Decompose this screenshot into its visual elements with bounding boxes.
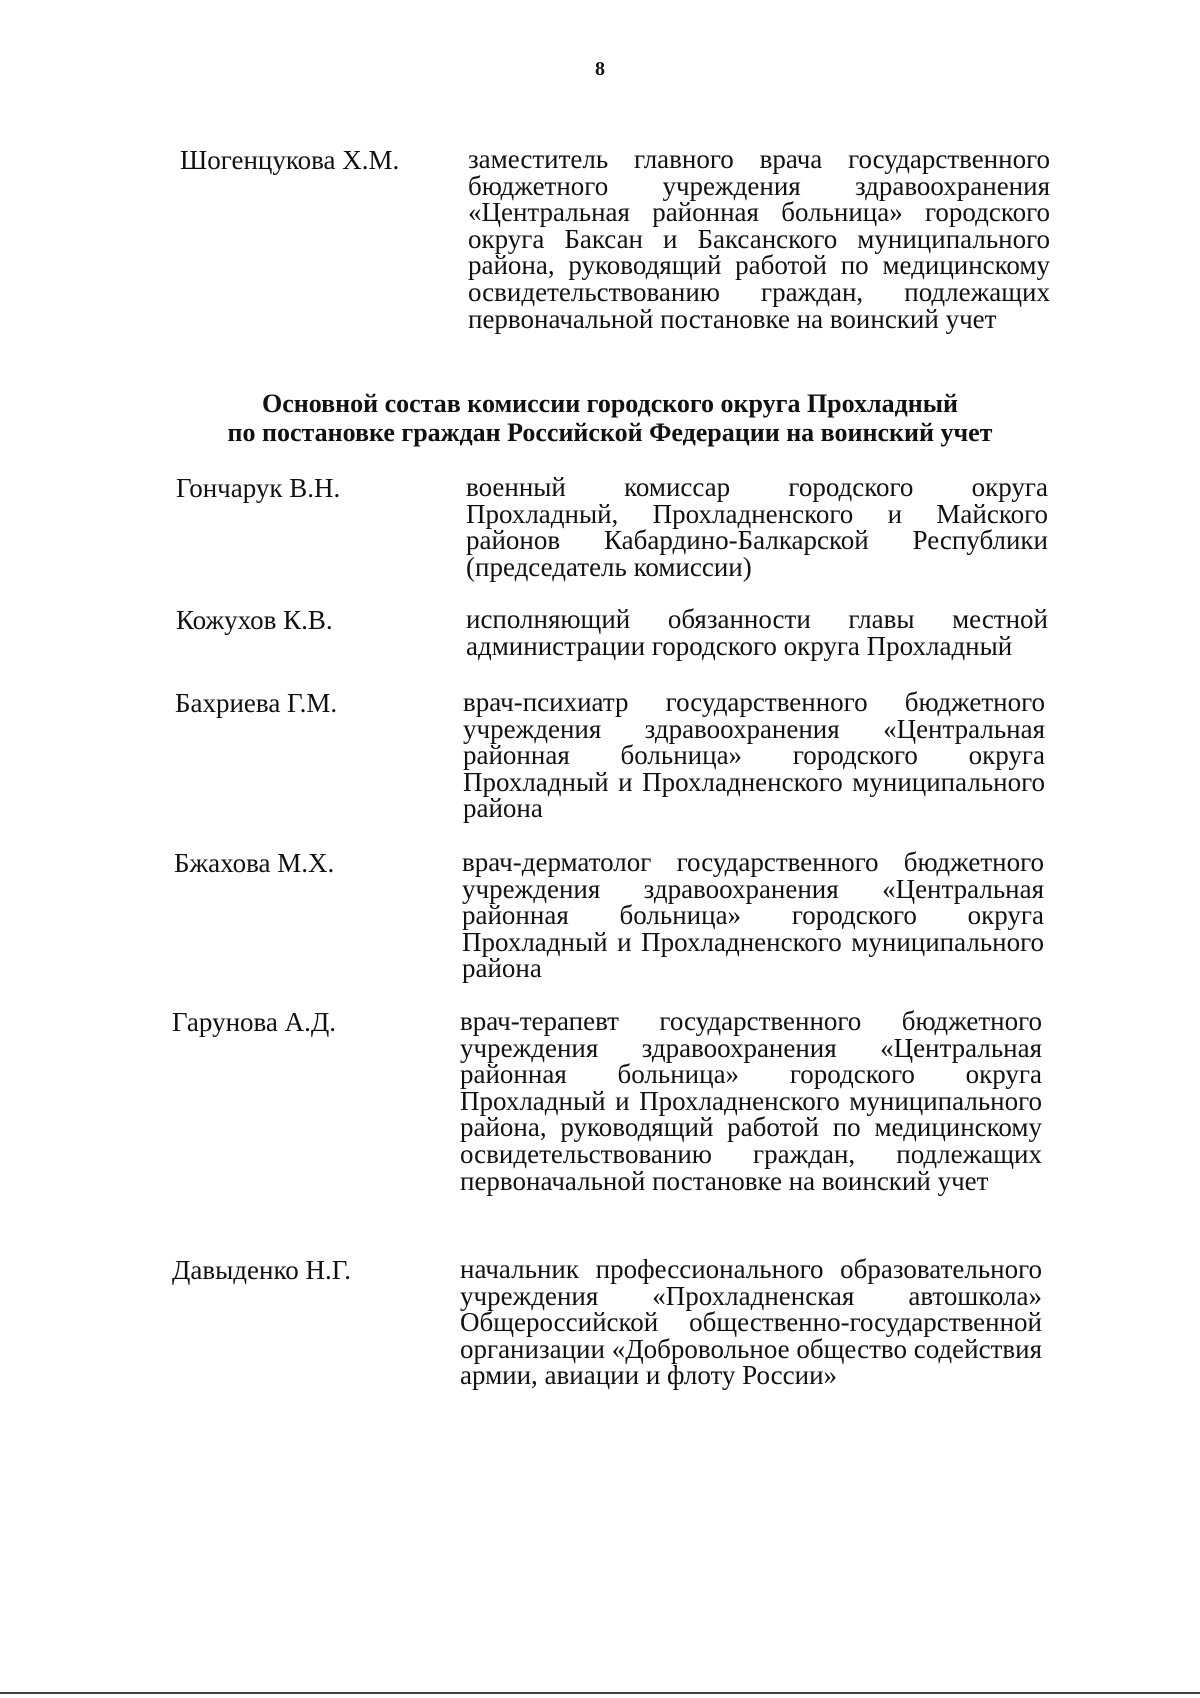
member-name: Бахриева Г.М. [175, 688, 338, 718]
member-entry [180, 146, 1060, 366]
member-entry [176, 474, 1056, 594]
member-name: Шогенцукова Х.М. [180, 145, 400, 175]
member-name: Давыденко Н.Г. [172, 1255, 352, 1285]
page-bottom-edge [0, 1692, 1200, 1694]
member-description: врач-психиатр государственного бюджетного учреждения здравоохранения «Центральная районная больница» городского округа Прохладный и Прохладненского муниципального района [463, 687, 1045, 824]
member-name: Бжахова М.Х. [174, 848, 335, 878]
member-description: врач-дерматолог государственного бюджетного учреждения здравоохранения «Центральная районная больница» городского округа Прохладный и Прохладненского муниципального района [462, 847, 1044, 984]
section-heading-line-2: по постановке граждан Российской Федерации на воинский учет [227, 418, 993, 447]
member-entry [174, 849, 1054, 989]
member-entry [176, 606, 1056, 666]
member-description: заместитель главного врача государственного бюджетного учреждения здравоохранения «Центральная районная больница» городского округа Баксан и Баксанского муниципального района, руководящий работой по медицинскому освидетельствованию граждан, подлежащих первоначальной постановке на воинский учет [468, 144, 1050, 334]
member-entry [175, 689, 1055, 829]
section-heading-line-1: Основной состав комиссии городского округа Прохладный [262, 389, 958, 418]
section-heading [150, 389, 1070, 447]
member-name: Кожухов К.В. [176, 605, 333, 635]
member-description: военный комиссар городского округа Прохладный, Прохладненского и Майского районов Кабардино-Балкарской Республики (председатель комиссии) [466, 472, 1048, 582]
member-entry [172, 1008, 1052, 1228]
member-description: врач-терапевт государственного бюджетного учреждения здравоохранения «Центральная районная больница» городского округа Прохладный и Прохладненского муниципального района, руководящий работой по медицинскому освидетельствованию граждан, подлежащих первоначальной постановке на воинский учет [460, 1006, 1042, 1196]
member-name: Гончарук В.Н. [176, 473, 341, 503]
member-description: начальник профессионального образовательного учреждения «Прохладненская автошкола» Общероссийской общественно-государственной организации «Добровольное общество содействия армии, авиации и флоту России» [460, 1254, 1042, 1391]
member-name: Гарунова А.Д. [172, 1007, 337, 1037]
member-entry [172, 1256, 1052, 1426]
member-description: исполняющий обязанности главы местной администрации городского округа Прохладный [466, 604, 1048, 661]
page-number: 8 [595, 58, 605, 80]
